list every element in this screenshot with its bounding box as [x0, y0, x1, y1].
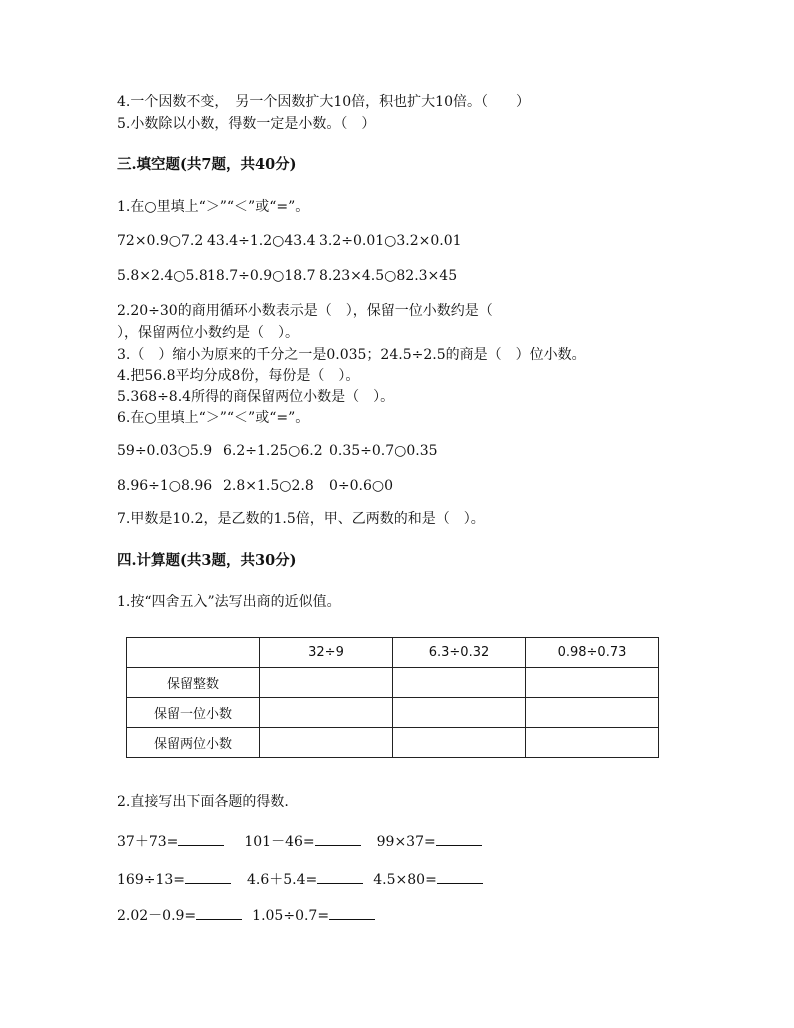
fill-q3: 3.（ ）缩小为原来的千分之一是0.035；24.5÷2.5的商是（ ）位小数。: [117, 347, 586, 363]
fill-q1: 1.在○里填上“＞”“＜”或“=”。: [117, 199, 310, 215]
answer-cell[interactable]: [393, 668, 526, 698]
arith-expr: 4.5×80=: [373, 872, 437, 888]
arith-expr: 99×37=: [376, 834, 436, 850]
compare-expr: 59÷0.03○5.9: [117, 443, 213, 459]
compare-expr: 43.4÷1.2○43.4: [207, 233, 316, 249]
compare-expr: 0÷0.6○0: [329, 478, 394, 494]
answer-cell[interactable]: [260, 698, 393, 728]
table-header-cell: [127, 638, 260, 668]
section-3-heading: 三.填空题(共7题，共40分): [117, 156, 297, 173]
compare-expr: 0.35÷0.7○0.35: [329, 443, 438, 459]
answer-cell[interactable]: [260, 668, 393, 698]
fill-q6-row2: [117, 476, 393, 496]
compare-expr: 18.7÷0.9○18.7: [207, 268, 316, 284]
judge-item-5: 5.小数除以小数，得数一定是小数。（ ）: [117, 116, 376, 132]
table-header-cell: 6.3÷0.32: [393, 638, 526, 668]
answer-cell[interactable]: [260, 728, 393, 758]
compare-expr: 6.2÷1.25○6.2: [223, 443, 323, 459]
fill-q4: 4.把56.8平均分成8份，每份是（ ）。: [117, 368, 360, 384]
calc-q1: 1.按“四舍五入”法写出商的近似值。: [117, 594, 341, 610]
row-label: 保留一位小数: [127, 698, 260, 728]
fill-q2-line1: 2.20÷30的商用循环小数表示是（ ），保留一位小数约是（: [117, 303, 493, 319]
calc-q2-row3: [117, 905, 375, 926]
compare-expr: 8.23×4.5○82.3×45: [319, 268, 458, 284]
answer-cell[interactable]: [526, 668, 659, 698]
table-row: [127, 698, 659, 728]
row-label: 保留两位小数: [127, 728, 260, 758]
compare-expr: 8.96÷1○8.96: [117, 478, 213, 494]
table-header-row: [127, 638, 659, 668]
answer-cell[interactable]: [393, 698, 526, 728]
fill-q2-line2: ），保留两位小数约是（ ）。: [117, 325, 299, 341]
fill-q7: 7.甲数是10.2，是乙数的1.5倍，甲、乙两数的和是（ ）。: [117, 511, 485, 527]
answer-cell[interactable]: [526, 698, 659, 728]
compare-expr: 2.8×1.5○2.8: [223, 478, 314, 494]
arith-expr: 1.05÷0.7=: [252, 908, 330, 924]
arith-expr: 101－46=: [244, 834, 315, 850]
answer-blank[interactable]: [178, 831, 224, 846]
answer-cell[interactable]: [393, 728, 526, 758]
table-row: [127, 728, 659, 758]
compare-expr: 3.2÷0.01○3.2×0.01: [319, 233, 462, 249]
row-label: 保留整数: [127, 668, 260, 698]
judge-item-4: 4.一个因数不变， 另一个因数扩大10倍，积也扩大10倍。（ ）: [117, 94, 530, 110]
table-header-cell: 32÷9: [260, 638, 393, 668]
fill-q6: 6.在○里填上“＞”“＜”或“=”。: [117, 410, 310, 426]
answer-blank[interactable]: [317, 869, 363, 884]
answer-blank[interactable]: [315, 831, 361, 846]
answer-blank[interactable]: [185, 869, 231, 884]
answer-blank[interactable]: [437, 869, 483, 884]
answer-blank[interactable]: [196, 905, 242, 920]
table-header-cell: 0.98÷0.73: [526, 638, 659, 668]
arith-expr: 2.02－0.9=: [117, 908, 197, 924]
fill-q1-row1: [117, 231, 462, 251]
compare-expr: 5.8×2.4○5.8: [117, 268, 208, 284]
fill-q1-row2: [117, 266, 457, 286]
section-4-heading: 四.计算题(共3题，共30分): [117, 552, 297, 569]
calc-q2-row1: [117, 831, 482, 852]
arith-expr: 4.6＋5.4=: [247, 872, 318, 888]
calc-q2: 2.直接写出下面各题的得数.: [117, 794, 289, 810]
answer-cell[interactable]: [526, 728, 659, 758]
arith-expr: 169÷13=: [117, 872, 185, 888]
arith-expr: 37＋73=: [117, 834, 179, 850]
calc-q2-row2: [117, 869, 483, 890]
fill-q6-row1: [117, 441, 438, 461]
answer-blank[interactable]: [329, 905, 375, 920]
approximation-table: [126, 637, 659, 758]
compare-expr: 72×0.9○7.2: [117, 233, 204, 249]
table-row: [127, 668, 659, 698]
answer-blank[interactable]: [436, 831, 482, 846]
fill-q5: 5.368÷8.4所得的商保留两位小数是（ ）。: [117, 389, 395, 405]
